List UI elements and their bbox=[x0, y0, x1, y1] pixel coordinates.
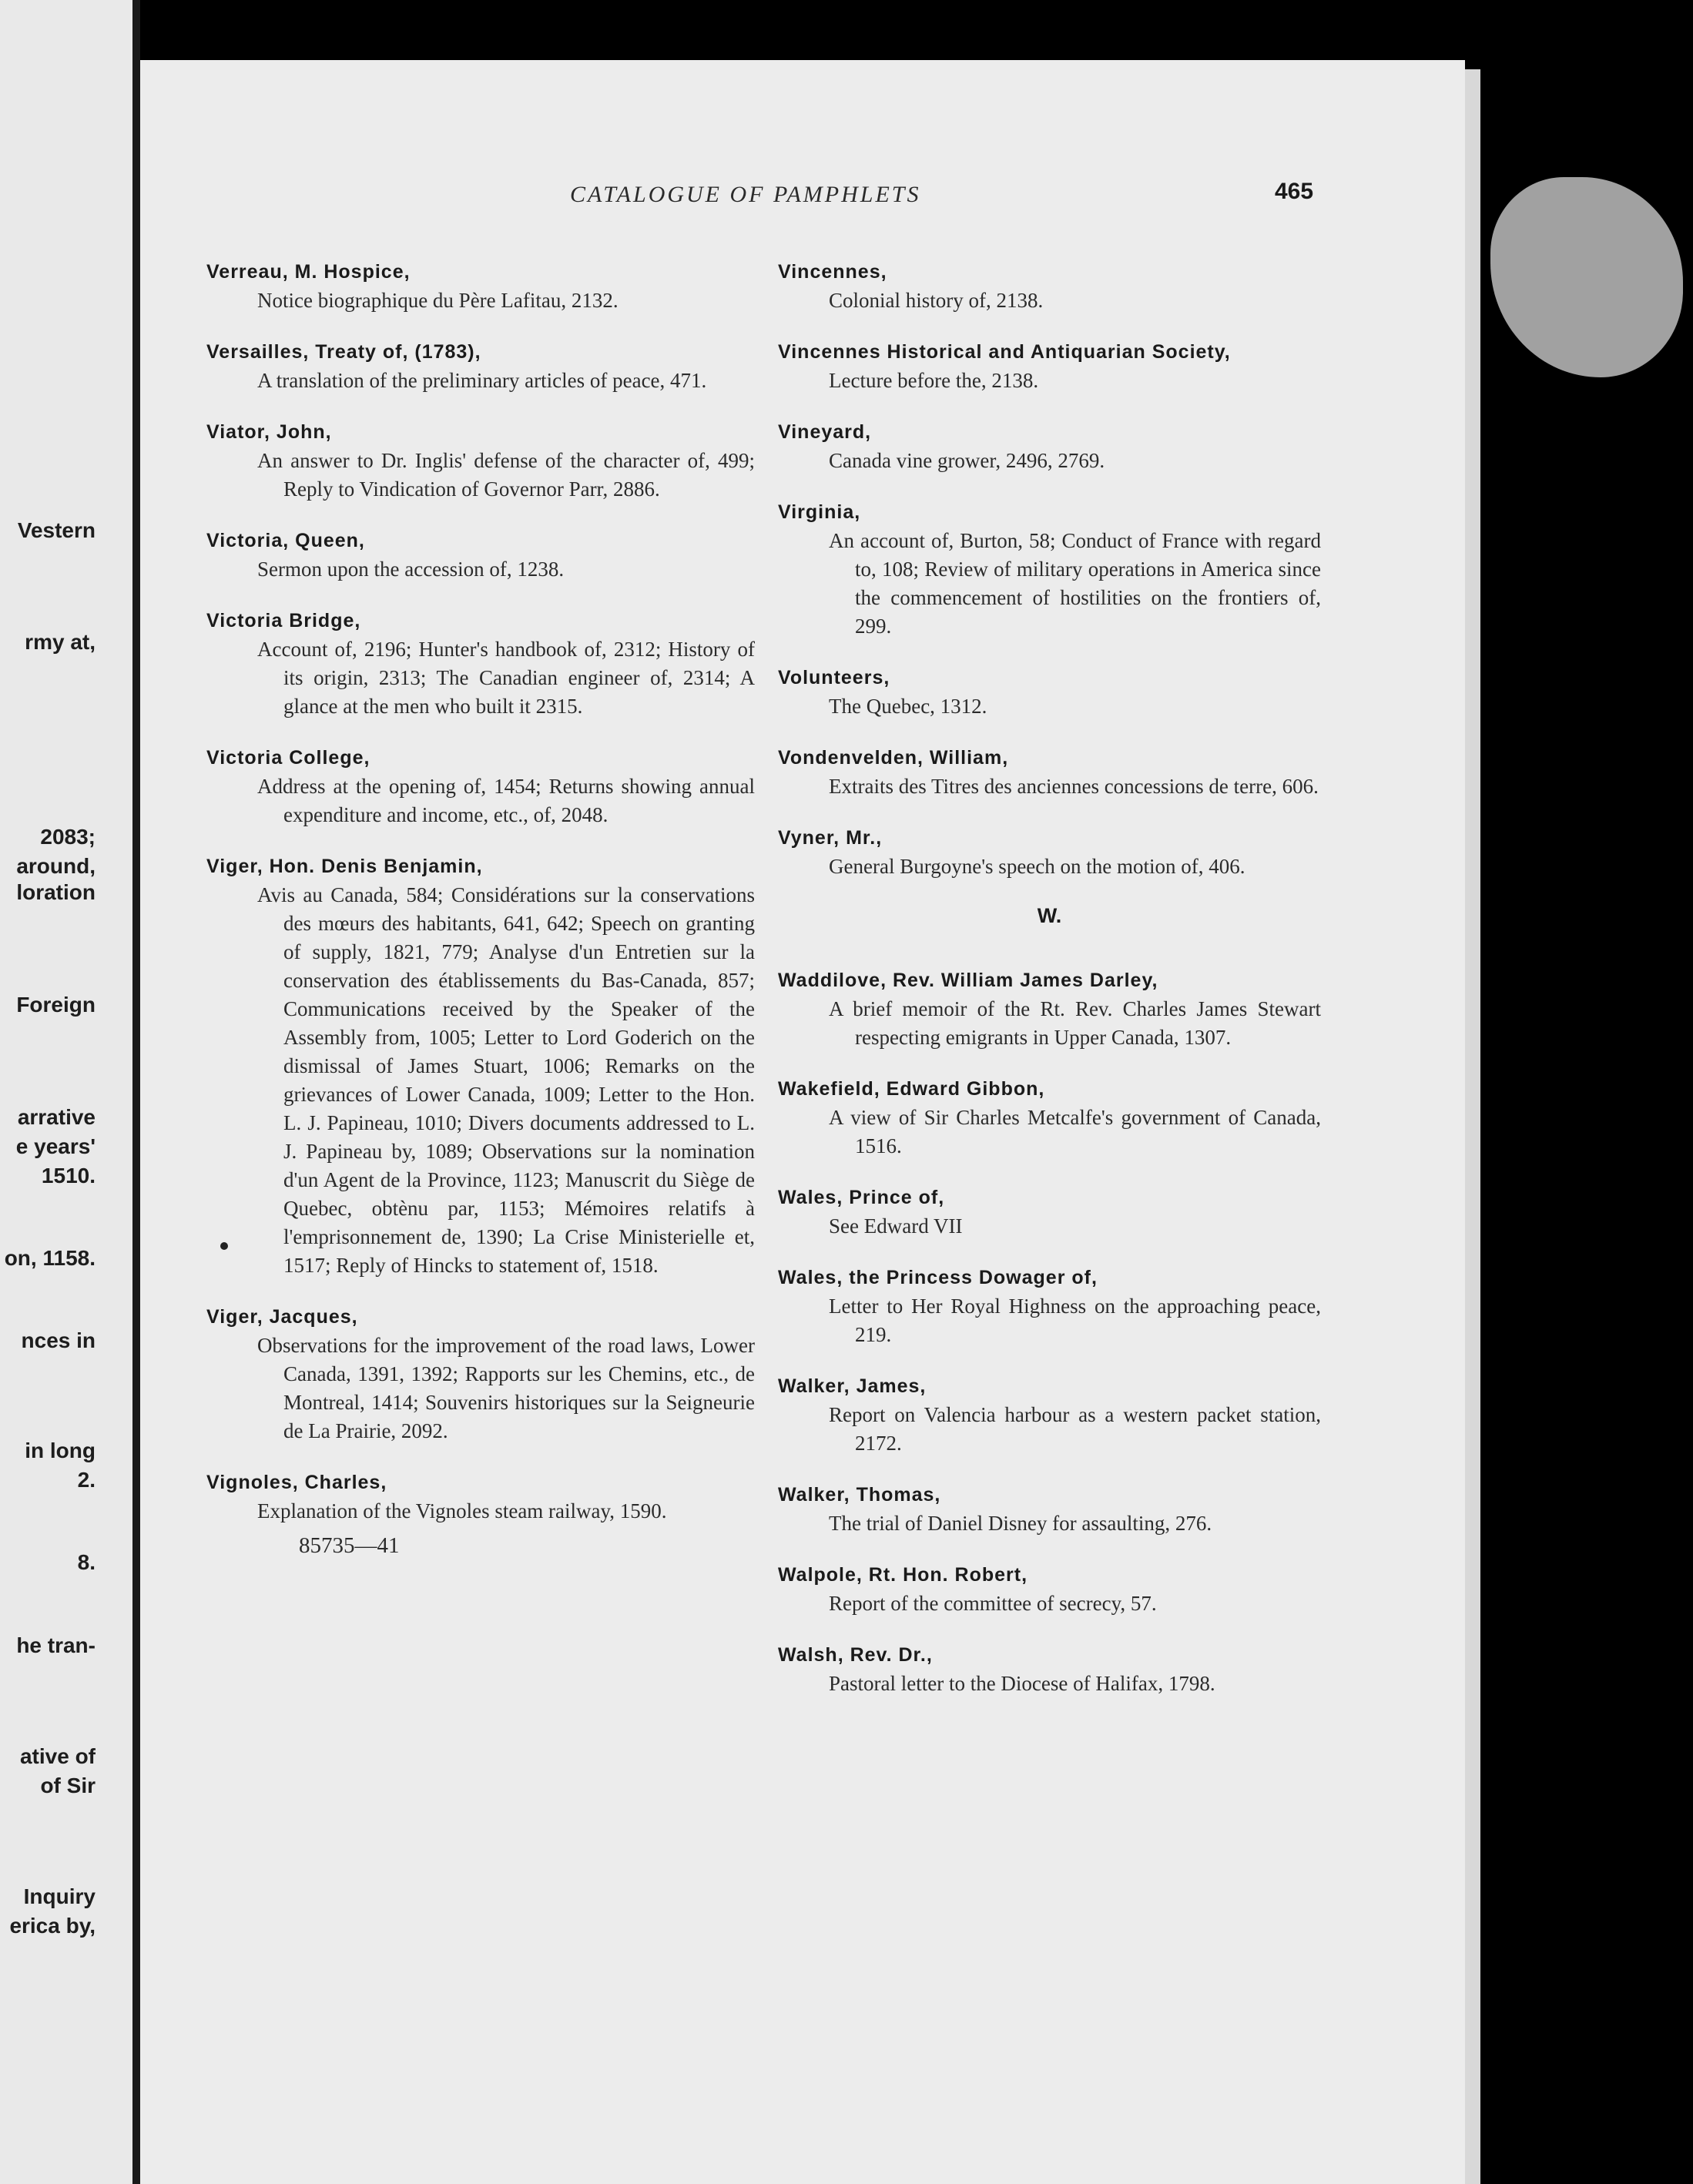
catalogue-entry bbox=[778, 1641, 1321, 1698]
entry-text: Address at the opening of, 1454; Returns showing annual expenditure and income, etc., of, 2048. bbox=[257, 775, 755, 826]
entry-heading: Victoria, Queen, bbox=[206, 530, 365, 551]
entry-text: Explanation of the Vignoles steam railway, 1590. bbox=[257, 1499, 667, 1522]
facing-page-text: rmy at, bbox=[25, 630, 96, 654]
entry-heading: Versailles, Treaty of, (1783), bbox=[206, 341, 481, 363]
catalogue-entry bbox=[778, 1372, 1321, 1458]
facing-page-text: ative of bbox=[19, 1744, 96, 1768]
entry-text: Pastoral letter to the Diocese of Halifax, 1798. bbox=[829, 1672, 1215, 1695]
entry-heading: Vondenvelden, William, bbox=[778, 747, 1009, 769]
catalogue-entry bbox=[778, 664, 1321, 721]
facing-page-text: he tran- bbox=[16, 1633, 96, 1657]
entry-heading: Victoria College, bbox=[206, 747, 370, 769]
paper-scrap bbox=[1490, 177, 1683, 377]
entry-text: A view of Sir Charles Metcalfe's government of Canada, 1516. bbox=[829, 1106, 1321, 1157]
entry-heading: Walker, James, bbox=[778, 1375, 927, 1397]
catalogue-entry bbox=[206, 418, 755, 504]
entry-heading: Virginia, bbox=[778, 501, 861, 523]
entry-text: The Quebec, 1312. bbox=[829, 695, 987, 718]
entry-text: A translation of the preliminary articles of peace, 471. bbox=[257, 369, 707, 392]
catalogue-entry bbox=[778, 1264, 1321, 1349]
entry-text: Letter to Her Royal Highness on the approaching peace, 219. bbox=[829, 1295, 1321, 1346]
entry-text: Colonial history of, 2138. bbox=[829, 289, 1044, 312]
catalogue-entry bbox=[206, 338, 755, 395]
section-letter: W. bbox=[1037, 904, 1062, 927]
entry-heading: Viger, Hon. Denis Benjamin, bbox=[206, 856, 483, 877]
entry-heading: Viger, Jacques, bbox=[206, 1306, 358, 1328]
facing-page-text: Foreign bbox=[16, 993, 96, 1017]
printer-signature: 85735—41 bbox=[299, 1533, 400, 1558]
entry-heading: Victoria Bridge, bbox=[206, 610, 361, 631]
entry-heading: Wales, the Princess Dowager of, bbox=[778, 1267, 1098, 1288]
entry-text: An answer to Dr. Inglis' defense of the character of, 499; Reply to Vindication of Governor Parr, 2886. bbox=[257, 449, 755, 501]
entry-heading: Vincennes, bbox=[778, 261, 887, 283]
entry-heading: Wales, Prince of, bbox=[778, 1187, 945, 1208]
left-column bbox=[206, 258, 755, 1559]
page-edge bbox=[1465, 69, 1480, 2184]
facing-page-text: loration bbox=[16, 880, 96, 904]
entry-text: The trial of Daniel Disney for assaulting, 276. bbox=[829, 1512, 1212, 1535]
facing-page-fragment bbox=[0, 0, 132, 2184]
entry-text: Canada vine grower, 2496, 2769. bbox=[829, 449, 1105, 472]
entry-text: A brief memoir of the Rt. Rev. Charles James Stewart respecting emigrants in Upper Canada, 1307. bbox=[829, 997, 1321, 1049]
catalogue-entry bbox=[778, 258, 1321, 315]
catalogue-entry bbox=[778, 966, 1321, 1052]
facing-page-text: on, 1158. bbox=[4, 1246, 96, 1270]
facing-page-text: arrative bbox=[17, 1105, 96, 1129]
catalogue-entry bbox=[206, 852, 755, 1280]
catalogue-entry bbox=[206, 607, 755, 721]
entry-text: Notice biographique du Père Lafitau, 2132. bbox=[257, 289, 619, 312]
entry-heading: Vignoles, Charles, bbox=[206, 1472, 387, 1493]
facing-page-text: Vestern bbox=[17, 518, 96, 542]
catalogue-entry bbox=[778, 1481, 1321, 1538]
entry-heading: Waddilove, Rev. William James Darley, bbox=[778, 970, 1158, 991]
entry-heading: Walsh, Rev. Dr., bbox=[778, 1644, 933, 1666]
entry-text: Report of the committee of secrecy, 57. bbox=[829, 1592, 1157, 1615]
entry-heading: Viator, John, bbox=[206, 421, 332, 443]
facing-page-text: 1510. bbox=[41, 1164, 96, 1187]
facing-page-text: e years' bbox=[15, 1134, 96, 1158]
entry-text: Report on Valencia harbour as a western packet station, 2172. bbox=[829, 1403, 1321, 1455]
entry-heading: Verreau, M. Hospice, bbox=[206, 261, 411, 283]
entry-text: An account of, Burton, 58; Conduct of France with regard to, 108; Review of military operations in America since the commencement of hostilities on the frontiers of, 299. bbox=[829, 529, 1321, 638]
catalogue-entry bbox=[206, 527, 755, 584]
entry-text: Observations for the improvement of the road laws, Lower Canada, 1391, 1392; Rapports sur les Chemins, etc., de Montreal, 1414; Souvenirs historiques sur la Seigneurie de La Prairie, 2092. bbox=[257, 1334, 755, 1442]
catalogue-entry bbox=[206, 1303, 755, 1445]
facing-page-text: of Sir bbox=[40, 1774, 96, 1797]
catalogue-entry bbox=[778, 498, 1321, 641]
entry-text: Account of, 2196; Hunter's handbook of, 2312; History of its origin, 2313; The Canadian engineer of, 2314; A glance at the men who built it 2315. bbox=[257, 638, 755, 718]
entry-heading: Walpole, Rt. Hon. Robert, bbox=[778, 1564, 1028, 1586]
catalogue-entry bbox=[778, 824, 1321, 881]
catalogue-entry bbox=[778, 1561, 1321, 1618]
entry-text: General Burgoyne's speech on the motion of, 406. bbox=[829, 855, 1245, 878]
catalogue-entry bbox=[778, 418, 1321, 475]
catalogue-entry bbox=[206, 744, 755, 829]
facing-page-text: in long bbox=[25, 1439, 96, 1462]
facing-page-text: 2. bbox=[77, 1468, 96, 1492]
entry-heading: Vineyard, bbox=[778, 421, 872, 443]
page-number: 465 bbox=[1275, 179, 1314, 204]
entry-text: Lecture before the, 2138. bbox=[829, 369, 1039, 392]
facing-page-text: erica by, bbox=[9, 1914, 96, 1938]
facing-page-text: around, bbox=[16, 854, 96, 878]
facing-page-text: 2083; bbox=[40, 825, 96, 849]
catalogue-entry bbox=[778, 338, 1321, 395]
catalogue-entry bbox=[206, 1469, 755, 1526]
catalogue-entry bbox=[778, 1184, 1321, 1241]
catalogue-entry bbox=[206, 258, 755, 315]
book-gutter bbox=[132, 0, 140, 2184]
facing-page-text: Inquiry bbox=[23, 1884, 96, 1908]
entry-heading: Volunteers, bbox=[778, 667, 890, 688]
entry-heading: Walker, Thomas, bbox=[778, 1484, 941, 1506]
running-head: CATALOGUE OF PAMPHLETS bbox=[570, 182, 921, 207]
entry-text: Extraits des Titres des anciennes concessions de terre, 606. bbox=[829, 775, 1319, 798]
entry-heading: Wakefield, Edward Gibbon, bbox=[778, 1078, 1045, 1100]
catalogue-entry bbox=[778, 1075, 1321, 1161]
entry-heading: Vyner, Mr., bbox=[778, 827, 883, 849]
entry-text: See Edward VII bbox=[829, 1214, 963, 1238]
entry-text: Avis au Canada, 584; Considérations sur la conservations des mœurs des habitants, 641, 642; Speech on granting of supply, 1821, 779; Analyse d'un Entretien sur la conservation des établissements du Bas-Canada, 857; Communications received by the Speaker of the Assembly from, 1005; Letter to Lord Goderich on the dismissal of James Stuart, 1006; Remarks on the grievances of Lower Canada, 1009; Letter to the Hon. L. J. Papineau, 1010; Divers documents addressed to L. J. Papineau by, 1089; Observations sur la nomination d'un Agent de la Province, 1123; Manuscrit du Siège de Quebec, obtènu par, 1153; Mémoires relatifs à l'emprisonnement de, 1390; La Crise Ministerielle et, 1517; Reply of Hincks to statement of, 1518. bbox=[257, 883, 755, 1277]
facing-page-text: nces in bbox=[21, 1328, 96, 1352]
entry-heading: Vincennes Historical and Antiquarian Society, bbox=[778, 341, 1231, 363]
entry-text: Sermon upon the accession of, 1238. bbox=[257, 558, 565, 581]
facing-page-text: 8. bbox=[77, 1550, 96, 1574]
right-column bbox=[778, 258, 1321, 1721]
catalogue-entry bbox=[778, 744, 1321, 801]
